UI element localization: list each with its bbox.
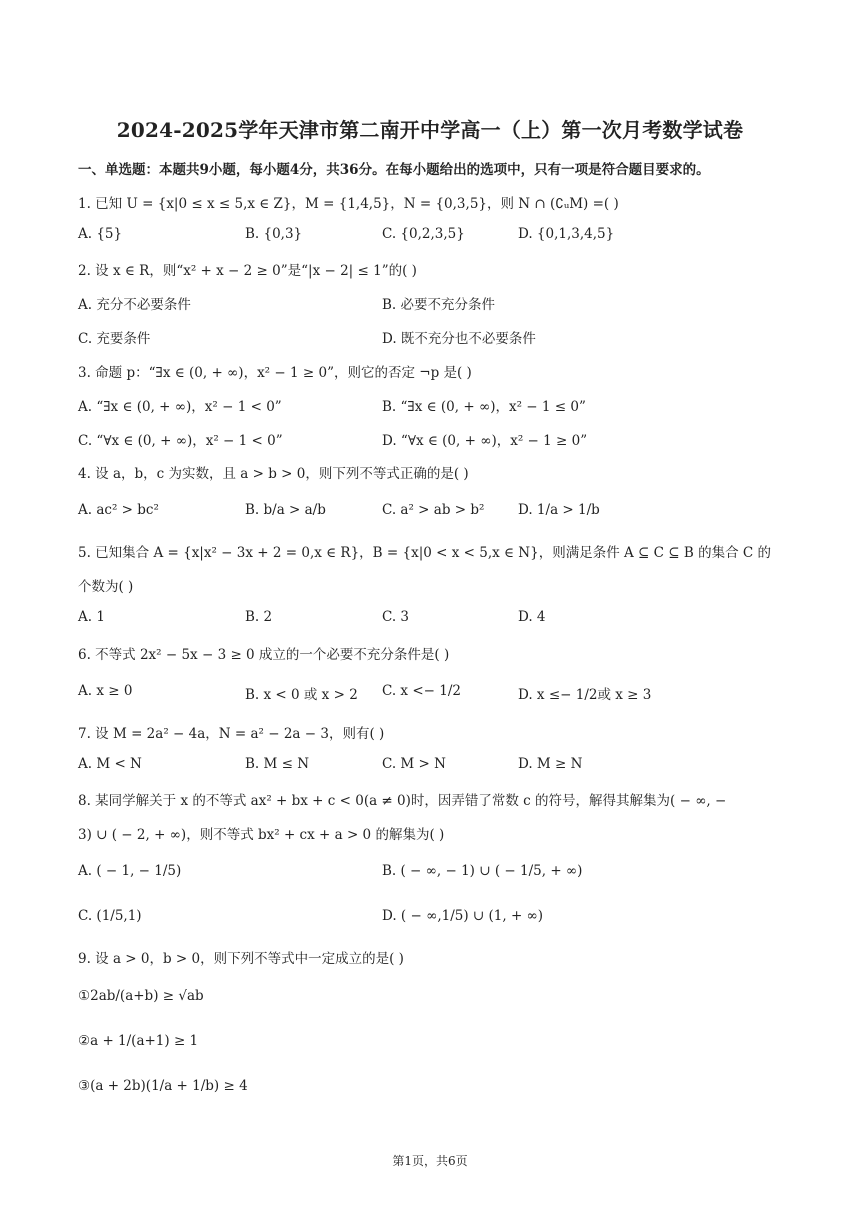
question-8-stem: 8. 某同学解关于 x 的不等式 ax² + bx + c < 0(a ≠ 0)时，因弄错了常数 c 的符号，解得其解集为( − ∞, − xyxy=(78,793,727,809)
q4-option-b: B. b/a > a/b xyxy=(245,502,326,518)
q6-option-a: A. x ≥ 0 xyxy=(78,683,133,699)
q5-option-b: B. 2 xyxy=(245,609,273,625)
question-6-stem: 6. 不等式 2x² − 5x − 3 ≥ 0 成立的一个必要不充分条件是( ) xyxy=(78,647,450,663)
q8-option-a: A. ( − 1, − 1/5) xyxy=(78,863,182,879)
q2-option-a: A. 充分不必要条件 xyxy=(78,297,191,313)
q4-option-a: A. ac² > bc² xyxy=(78,502,159,518)
q8-option-c: C. (1/5,1) xyxy=(78,908,142,924)
question-2-stem: 2. 设 x ∈ R，则“x² + x − 2 ≥ 0”是“|x − 2| ≤ 1”的( ) xyxy=(78,263,417,279)
section-heading: 一、单选题：本题共9小题，每小题4分，共36分。在每小题给出的选项中，只有一项是符合题目要求的。 xyxy=(78,162,710,178)
q8-option-b: B. ( − ∞, − 1) ∪ ( − 1/5, + ∞) xyxy=(382,863,583,879)
question-9-stem: 9. 设 a > 0，b > 0，则下列不等式中一定成立的是( ) xyxy=(78,951,404,967)
q3-option-a: A. “∃x ∈ (0, + ∞)，x² − 1 < 0” xyxy=(78,399,282,415)
q1-option-a: A. {5} xyxy=(78,226,123,242)
q6-option-c: C. x <− 1/2 xyxy=(382,683,461,699)
q7-option-c: C. M > N xyxy=(382,756,446,772)
q9-statement-3: ③(a + 2b)(1/a + 1/b) ≥ 4 xyxy=(78,1078,248,1094)
q3-option-d: D. “∀x ∈ (0, + ∞)，x² − 1 ≥ 0” xyxy=(382,433,588,449)
q4-option-c: C. a² > ab > b² xyxy=(382,502,485,518)
q6-option-d: D. x ≤− 1/2或 x ≥ 3 xyxy=(518,687,652,703)
question-7-stem: 7. 设 M = 2a² − 4a，N = a² − 2a − 3，则有( ) xyxy=(78,726,385,742)
q3-option-c: C. “∀x ∈ (0, + ∞)，x² − 1 < 0” xyxy=(78,433,283,449)
page-footer: 第1页，共6页 xyxy=(392,1154,468,1168)
question-4-stem: 4. 设 a，b，c 为实数，且 a > b > 0，则下列不等式正确的是( ) xyxy=(78,466,469,482)
question-5-stem: 5. 已知集合 A = {x|x² − 3x + 2 = 0,x ∈ R}，B = {x|0 < x < 5,x ∈ N}，则满足条件 A ⊆ C ⊆ B 的集合 C 的 xyxy=(78,545,771,561)
q5-option-d: D. 4 xyxy=(518,609,546,625)
q4-option-d: D. 1/a > 1/b xyxy=(518,502,600,518)
q6-option-b: B. x < 0 或 x > 2 xyxy=(245,687,358,703)
q9-statement-2: ②a + 1/(a+1) ≥ 1 xyxy=(78,1033,199,1049)
question-1-stem: 1. 已知 U = {x|0 ≤ x ≤ 5,x ∈ Z}，M = {1,4,5}，N = {0,3,5}，则 N ∩ (∁ᵤM) =( ) xyxy=(78,196,619,212)
q1-option-b: B. {0,3} xyxy=(245,226,303,242)
q9-statement-1: ①2ab/(a+b) ≥ √ab xyxy=(78,988,204,1004)
q7-option-a: A. M < N xyxy=(78,756,142,772)
q2-option-b: B. 必要不充分条件 xyxy=(382,297,496,313)
q5-option-c: C. 3 xyxy=(382,609,410,625)
q8-option-d: D. ( − ∞,1/5) ∪ (1, + ∞) xyxy=(382,908,544,924)
q1-option-d: D. {0,1,3,4,5} xyxy=(518,226,615,242)
q5-option-a: A. 1 xyxy=(78,609,105,625)
question-8-stem-continued: 3) ∪ ( − 2, + ∞)，则不等式 bx² + cx + a > 0 的解集为( ) xyxy=(78,827,445,843)
q2-option-c: C. 充要条件 xyxy=(78,331,151,347)
q7-option-b: B. M ≤ N xyxy=(245,756,310,772)
question-5-stem-continued: 个数为( ) xyxy=(78,579,134,595)
q1-option-c: C. {0,2,3,5} xyxy=(382,226,465,242)
q2-option-d: D. 既不充分也不必要条件 xyxy=(382,331,536,347)
q7-option-d: D. M ≥ N xyxy=(518,756,583,772)
question-3-stem: 3. 命题 p：“∃x ∈ (0, + ∞)，x² − 1 ≥ 0”，则它的否定 ¬p 是( ) xyxy=(78,365,472,381)
page-title: 2024-2025学年天津市第二南开中学高一（上）第一次月考数学试卷 xyxy=(116,118,744,142)
q3-option-b: B. “∃x ∈ (0, + ∞)，x² − 1 ≤ 0” xyxy=(382,399,586,415)
